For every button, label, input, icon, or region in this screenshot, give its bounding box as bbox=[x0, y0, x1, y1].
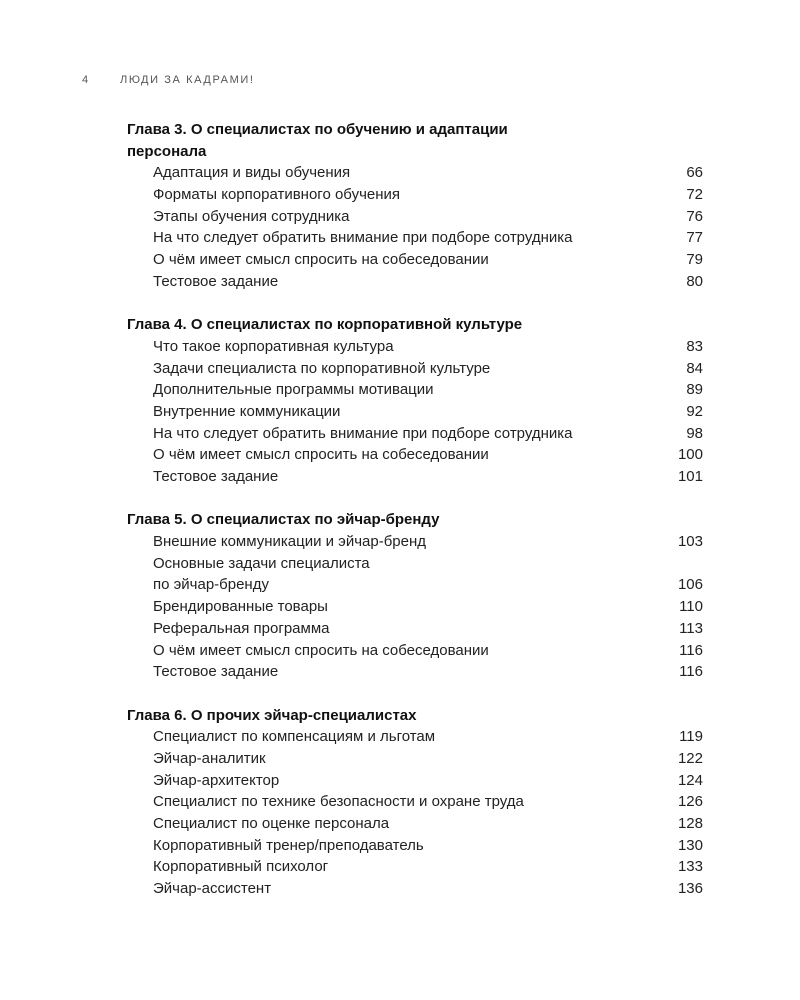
toc-entry-title: Эйчар-архитектор bbox=[153, 771, 280, 789]
toc-entry-page: 106 bbox=[677, 576, 703, 594]
toc-entry-title: по эйчар-бренду bbox=[153, 576, 269, 594]
toc-entry-page: 92 bbox=[686, 402, 703, 420]
toc-entry-title: Специалист по оценке персонала bbox=[153, 815, 390, 832]
toc-entry[interactable] bbox=[0, 206, 800, 228]
toc-entry[interactable] bbox=[0, 401, 800, 423]
toc-entry[interactable] bbox=[0, 726, 800, 748]
toc-entry[interactable] bbox=[0, 791, 800, 813]
toc-entry-title: О чём имеет смысл спросить на собеседовании bbox=[153, 251, 489, 269]
toc-entry-page: 83 bbox=[686, 337, 703, 355]
chapter-heading: персонала bbox=[127, 142, 207, 160]
toc-entry-page: 72 bbox=[686, 186, 703, 204]
toc-entry-page: 89 bbox=[686, 381, 703, 399]
toc-entry-page: 103 bbox=[677, 533, 703, 551]
toc-entry-title: Корпоративный тренер/преподаватель bbox=[153, 836, 424, 854]
toc-entry-page: 124 bbox=[677, 771, 703, 789]
toc-entry-page: 80 bbox=[686, 272, 703, 290]
toc-entry[interactable] bbox=[0, 748, 800, 770]
toc-entry-page: 116 bbox=[679, 641, 703, 659]
toc-entry[interactable] bbox=[0, 249, 800, 271]
toc-entry[interactable] bbox=[0, 271, 800, 293]
toc-entry-page: 119 bbox=[679, 728, 703, 746]
toc-entry-title: На что следует обратить внимание при подборе сотрудника bbox=[153, 424, 573, 442]
toc-entry-title: О чём имеет смысл спросить на собеседовании bbox=[153, 446, 489, 464]
toc-entry-page: 101 bbox=[677, 468, 703, 485]
chapter-heading: Глава 5. О специалистах по эйчар-бренду bbox=[127, 511, 440, 529]
toc-entry-page: 122 bbox=[677, 749, 703, 767]
toc-entry[interactable] bbox=[0, 444, 800, 466]
toc-entry[interactable] bbox=[0, 553, 800, 575]
toc-entry[interactable] bbox=[0, 358, 800, 380]
toc-entry-page: 77 bbox=[686, 229, 703, 247]
toc-entry[interactable] bbox=[0, 618, 800, 640]
toc-entry-page: 128 bbox=[677, 815, 703, 832]
toc-entry[interactable] bbox=[0, 661, 800, 683]
toc-entry-page: 79 bbox=[686, 251, 703, 269]
toc-entry-title: Тестовое задание bbox=[153, 663, 279, 681]
toc-entry[interactable] bbox=[0, 878, 800, 900]
toc-entry[interactable] bbox=[0, 162, 800, 184]
toc-entry[interactable] bbox=[0, 856, 800, 878]
toc-entry-page: 130 bbox=[677, 836, 703, 854]
table-of-contents bbox=[0, 119, 800, 900]
chapter-heading: Глава 6. О прочих эйчар-специалистах bbox=[127, 706, 417, 724]
toc-entry[interactable] bbox=[0, 227, 800, 249]
toc-entry-title: Эйчар-ассистент bbox=[153, 880, 272, 898]
toc-entry-title: Реферальная программа bbox=[153, 619, 330, 637]
toc-entry[interactable] bbox=[0, 574, 800, 596]
toc-entry-page: 76 bbox=[686, 207, 703, 225]
toc-entry[interactable] bbox=[0, 835, 800, 857]
toc-entry[interactable] bbox=[0, 423, 800, 445]
toc-entry-page: 126 bbox=[677, 793, 703, 811]
section-spacer bbox=[0, 293, 800, 315]
toc-entry-title: На что следует обратить внимание при подборе сотрудника bbox=[153, 229, 573, 247]
toc-entry-title: Корпоративный психолог bbox=[153, 858, 329, 876]
toc-entry-title: Задачи специалиста по корпоративной культуре bbox=[153, 359, 491, 377]
toc-entry-title: Что такое корпоративная культура bbox=[153, 337, 394, 355]
toc-entry-page: 100 bbox=[677, 446, 703, 464]
toc-entry[interactable] bbox=[0, 596, 800, 618]
section-spacer bbox=[0, 488, 800, 510]
toc-entry-page: 133 bbox=[677, 858, 703, 876]
toc-entry-title: Дополнительные программы мотивации bbox=[153, 381, 434, 399]
page-number: 4 bbox=[82, 74, 90, 86]
toc-entry-title: Внутренние коммуникации bbox=[153, 402, 341, 420]
book-title: ЛЮДИ ЗА КАДРАМИ! bbox=[120, 74, 255, 86]
toc-entry[interactable] bbox=[0, 770, 800, 792]
toc-entry-page: 110 bbox=[679, 598, 703, 616]
toc-entry-page: 113 bbox=[679, 619, 703, 637]
toc-entry-title: Основные задачи специалиста bbox=[153, 554, 370, 572]
toc-entry-title: Внешние коммуникации и эйчар-бренд bbox=[153, 533, 427, 551]
toc-entry-title: О чём имеет смысл спросить на собеседовании bbox=[153, 641, 489, 659]
toc-entry[interactable] bbox=[0, 184, 800, 206]
toc-entry[interactable] bbox=[0, 336, 800, 358]
toc-entry-title: Специалист по технике безопасности и охране труда bbox=[153, 793, 524, 811]
chapter-heading: Глава 4. О специалистах по корпоративной культуре bbox=[127, 316, 523, 334]
toc-entry-page: 84 bbox=[686, 359, 703, 377]
toc-entry-title: Тестовое задание bbox=[153, 468, 279, 485]
toc-entry-page: 66 bbox=[686, 164, 703, 182]
toc-entry-title: Эйчар-аналитик bbox=[153, 749, 266, 767]
section-spacer bbox=[0, 683, 800, 705]
toc-entry-title: Брендированные товары bbox=[153, 598, 328, 616]
toc-entry[interactable] bbox=[0, 379, 800, 401]
toc-entry-title: Этапы обучения сотрудника bbox=[153, 207, 350, 225]
chapter-heading: Глава 3. О специалистах по обучению и адаптации bbox=[127, 121, 508, 138]
toc-entry-title: Адаптация и виды обучения bbox=[153, 164, 351, 182]
toc-entry-title: Специалист по компенсациям и льготам bbox=[153, 728, 436, 746]
toc-entry[interactable] bbox=[0, 813, 800, 835]
running-header bbox=[0, 74, 800, 90]
toc-entry-page: 116 bbox=[679, 663, 703, 681]
toc-entry[interactable] bbox=[0, 531, 800, 553]
toc-entry-title: Форматы корпоративного обучения bbox=[153, 186, 401, 204]
toc-entry[interactable] bbox=[0, 466, 800, 488]
toc-entry-title: Тестовое задание bbox=[153, 272, 279, 290]
toc-entry-page: 136 bbox=[677, 880, 703, 898]
toc-entry[interactable] bbox=[0, 640, 800, 662]
toc-entry-page: 98 bbox=[686, 424, 703, 442]
